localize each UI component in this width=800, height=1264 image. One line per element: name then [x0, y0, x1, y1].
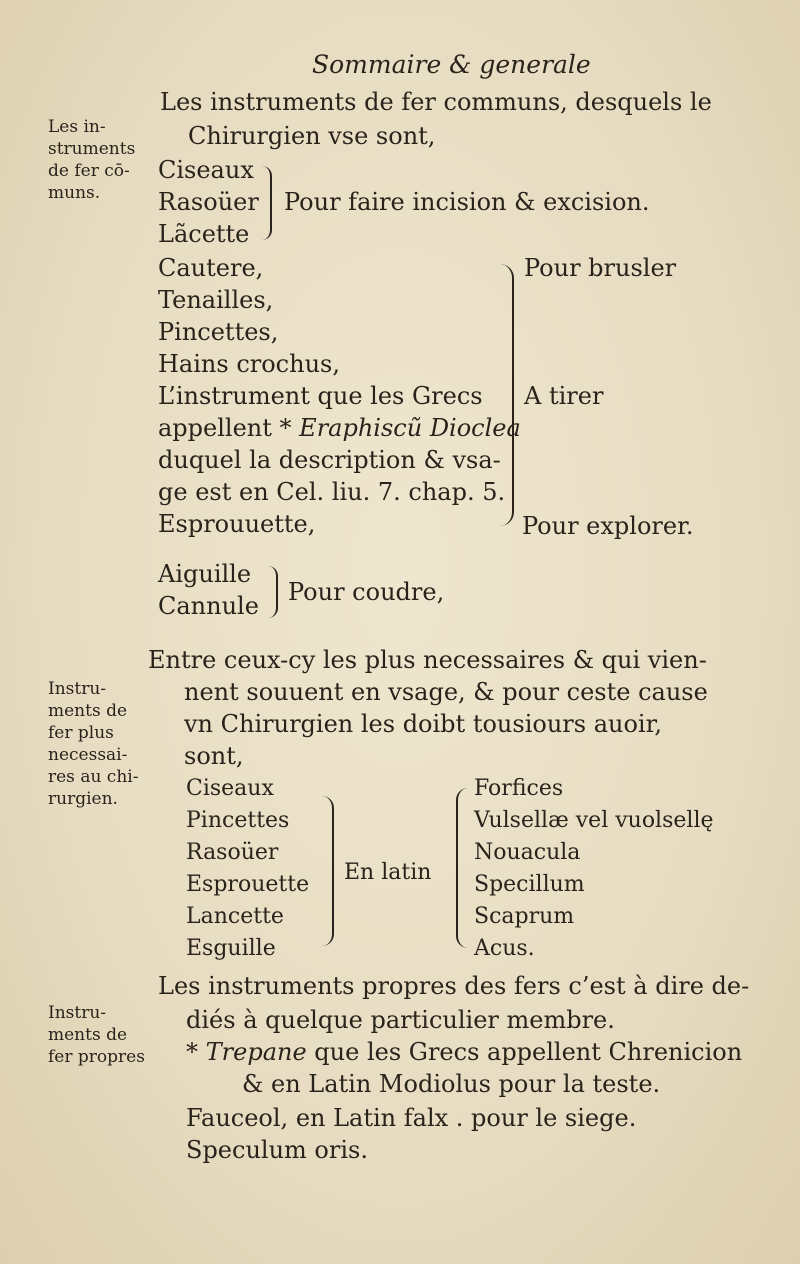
- margin-note-common-instruments: Les in- struments de fer cō- muns.: [48, 117, 136, 203]
- fauceol-line: Fauceol, en Latin falx . pour le siege.: [186, 1104, 637, 1132]
- section2-line1: Entre ceux-cy les plus necessaires & qui vien-: [148, 646, 707, 674]
- fr-ciseaux: Ciseaux: [186, 776, 274, 801]
- section1-intro-line2: Chirurgien vse sont,: [188, 122, 436, 150]
- running-header: Sommaire & generale: [312, 50, 591, 79]
- item-hains-crochus: Hains crochus,: [158, 350, 340, 378]
- modiolus-line: & en Latin Modiolus pour la teste.: [242, 1070, 661, 1098]
- en-latin-label: En latin: [344, 860, 432, 885]
- latin-brace: [456, 788, 468, 948]
- item-pincettes: Pincettes,: [158, 318, 279, 346]
- section3-line2: diés à quelque particulier membre.: [186, 1006, 615, 1034]
- appellent-prefix: appellent *: [158, 414, 292, 442]
- item-tenailles: Tenailles,: [158, 286, 274, 314]
- speculum-line: Speculum oris.: [186, 1136, 368, 1164]
- margin-note-proper-instruments: Instru- ments de fer propres: [48, 1003, 145, 1067]
- coudre-brace: [266, 566, 278, 618]
- incision-brace: [260, 166, 272, 240]
- item-cannule: Cannule: [158, 592, 259, 620]
- item-instrument-grecs: L’instrument que les Grecs: [158, 382, 483, 410]
- bruler-purpose: Pour brusler: [524, 254, 677, 282]
- fr-esprouette: Esprouette: [186, 872, 310, 897]
- celsus-reference: ge est en Cel. liu. 7. chap. 5.: [158, 478, 506, 506]
- la-vulsellae: Vulsellæ vel vuolsellę: [474, 808, 714, 833]
- la-forfices: Forfices: [474, 776, 564, 801]
- tirer-purpose: A tirer: [524, 382, 604, 410]
- incision-purpose: Pour faire incision & excision.: [284, 188, 650, 216]
- fr-rasouer: Rasoüer: [186, 840, 279, 865]
- trepane-asterisk: *: [186, 1038, 198, 1066]
- tirer-brace: [500, 264, 514, 526]
- fr-pincettes: Pincettes: [186, 808, 290, 833]
- section1-intro-line1: Les instruments de fer communs, desquels le: [160, 88, 712, 116]
- fr-esguille: Esguille: [186, 936, 276, 961]
- item-rasouer: Rasoüer: [158, 188, 259, 216]
- item-esprouuette: Esprouuette,: [158, 510, 316, 538]
- eraphiscu-name: Eraphiscũ Dioclea: [299, 414, 521, 442]
- appellent-line: [158, 416, 521, 440]
- section3-line1: Les instruments propres des fers c’est à dire de-: [158, 972, 750, 1000]
- la-scaprum: Scaprum: [474, 904, 575, 929]
- la-acus: Acus.: [474, 936, 535, 961]
- item-cautere: Cautere,: [158, 254, 264, 282]
- trepane-line: [186, 1040, 742, 1064]
- item-ciseaux: Ciseaux: [158, 156, 254, 184]
- item-aiguille: Aiguille: [158, 560, 252, 588]
- french-brace: [322, 796, 334, 946]
- la-specillum: Specillum: [474, 872, 585, 897]
- margin-note-necessary-instruments: Instru- ments de fer plus necessai- res au chi- rurgien.: [48, 679, 139, 809]
- duquel-line: duquel la description & vsa-: [158, 446, 501, 474]
- coudre-purpose: Pour coudre,: [288, 578, 445, 606]
- item-lancette: Lãcette: [158, 220, 250, 248]
- fr-lancette: Lancette: [186, 904, 284, 929]
- section2-line4: sont,: [184, 742, 244, 770]
- section2-line3: vn Chirurgien les doibt tousiours auoir,: [184, 710, 663, 738]
- section2-line2: nent souuent en vsage, & pour ceste cause: [184, 678, 708, 706]
- trepane-word: Trepane: [205, 1038, 307, 1066]
- trepane-rest: que les Grecs appellent Chrenicion: [314, 1038, 743, 1066]
- explorer-purpose: Pour explorer.: [522, 512, 694, 540]
- la-nouacula: Nouacula: [474, 840, 581, 865]
